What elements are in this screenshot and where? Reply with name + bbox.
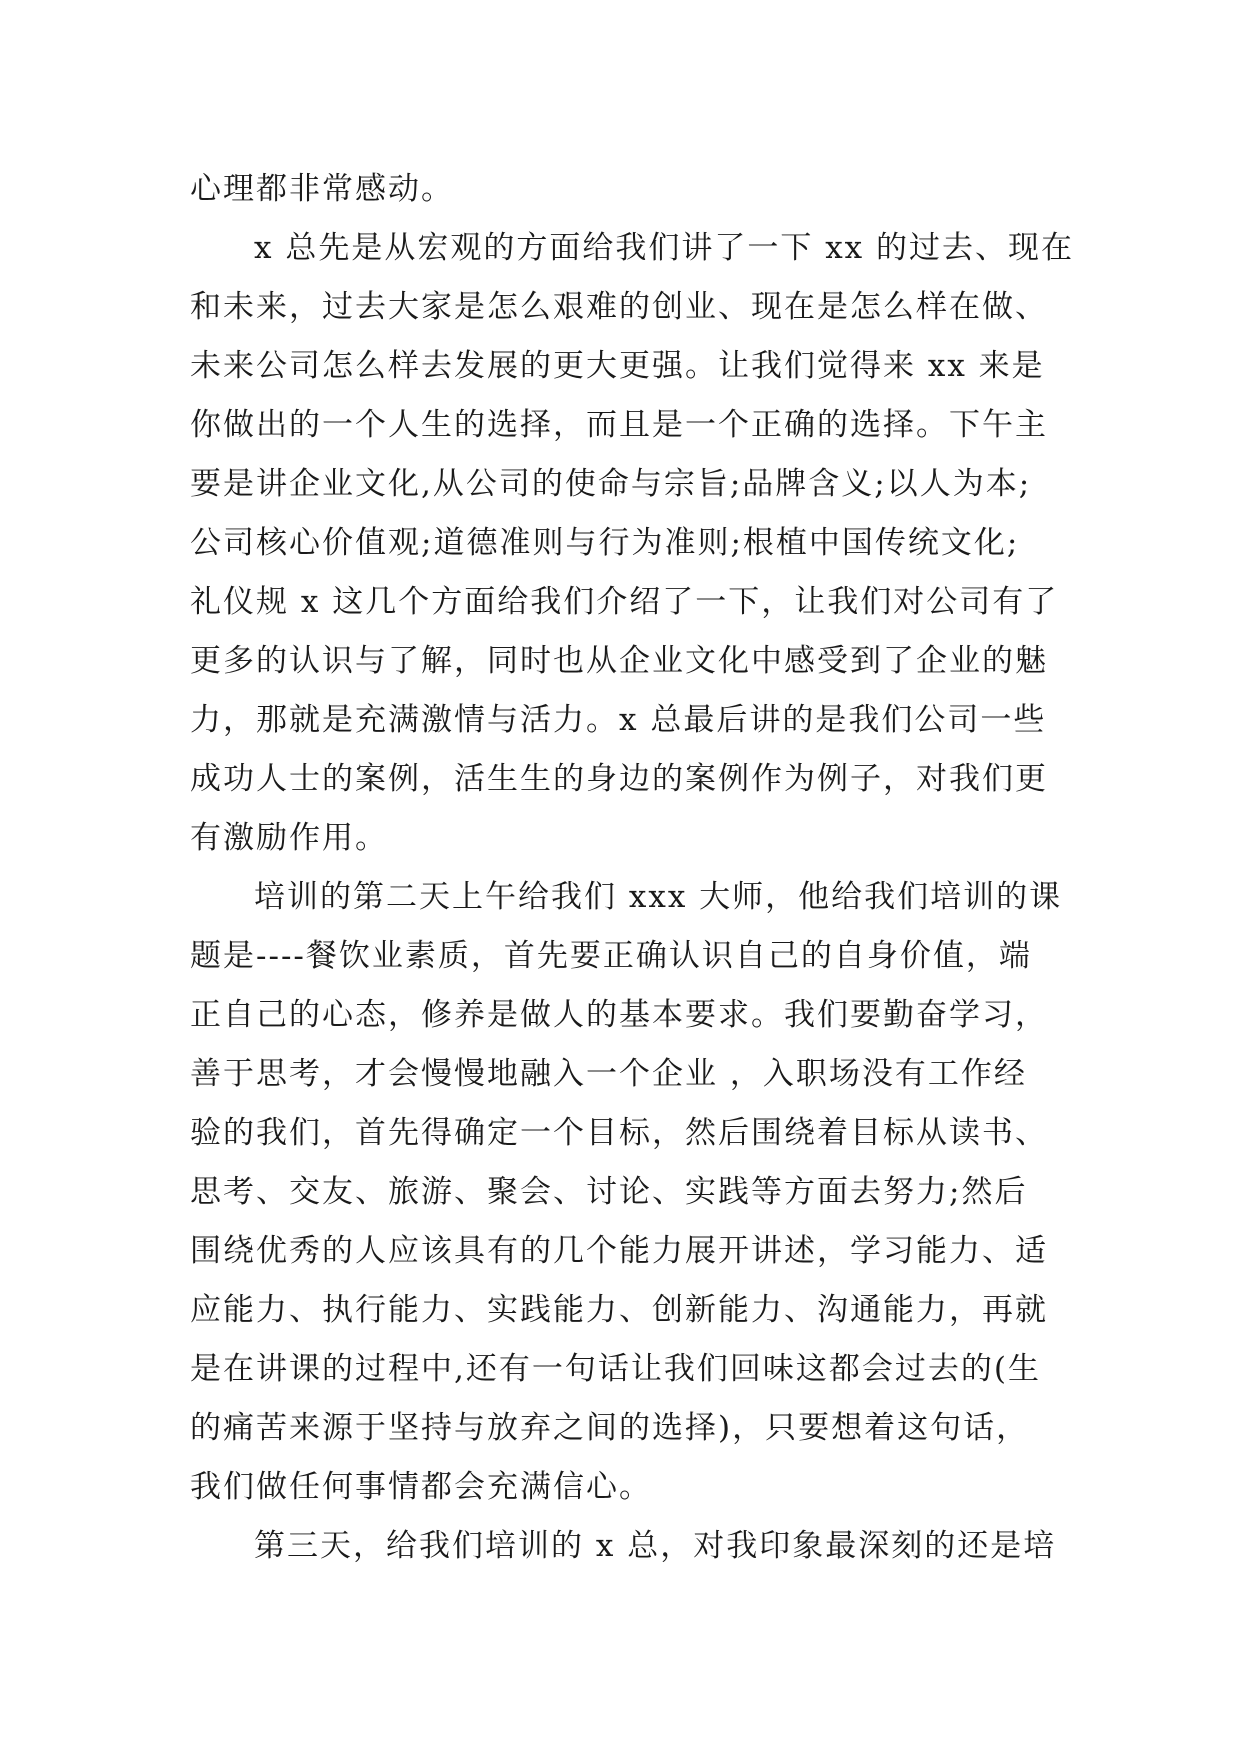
text-line: 思考、交友、旅游、聚会、讨论、实践等方面去努力;然后 (190, 1174, 1028, 1210)
text-line: 善于思考，才会慢慢地融入一个企业 ，入职场没有工作经 (190, 1056, 1027, 1092)
text-line: 我们做任何事情都会充满信心。 (190, 1469, 652, 1505)
text-line: 未来公司怎么样去发展的更大更强。让我们觉得来 xx 来是 (190, 348, 1045, 384)
text-line: 和未来，过去大家是怎么艰难的创业、现在是怎么样在做、 (190, 289, 1048, 325)
text-line: 更多的认识与了解，同时也从企业文化中感受到了企业的魅 (190, 643, 1048, 679)
text-line: 要是讲企业文化,从公司的使命与宗旨;品牌含义;以人为本; (190, 466, 1032, 502)
text-line: 公司核心价值观;道德准则与行为准则;根植中国传统文化; (190, 525, 1020, 561)
text-line: 围绕优秀的人应该具有的几个能力展开讲述，学习能力、适 (190, 1233, 1048, 1269)
text-line: 题是----餐饮业素质，首先要正确认识自己的自身价值，端 (190, 938, 1032, 974)
text-line: 验的我们，首先得确定一个目标，然后围绕着目标从读书、 (190, 1115, 1048, 1151)
paragraph-first-line: 培训的第二天上午给我们 xxx 大师，他给我们培训的课 (254, 879, 1063, 915)
text-line: 力，那就是充满激情与活力。x 总最后讲的是我们公司一些 (190, 702, 1047, 738)
text-line: 正自己的心态，修养是做人的基本要求。我们要勤奋学习， (190, 997, 1048, 1033)
text-line: 有激励作用。 (190, 820, 388, 856)
text-line: 的痛苦来源于坚持与放弃之间的选择)，只要想着这句话， (190, 1410, 1030, 1446)
paragraph-first-line: 第三天，给我们培训的 x 总，对我印象最深刻的还是培 (254, 1528, 1057, 1564)
text-line: 心理都非常感动。 (190, 171, 454, 207)
text-line: 成功人士的案例，活生生的身边的案例作为例子，对我们更 (190, 761, 1048, 797)
text-line: 应能力、执行能力、实践能力、创新能力、沟通能力，再就 (190, 1292, 1048, 1328)
text-line: 礼仪规 x 这几个方面给我们介绍了一下，让我们对公司有了 (190, 584, 1059, 620)
text-line: 是在讲课的过程中,还有一句话让我们回味这都会过去的(生 (190, 1351, 1041, 1387)
paragraph-first-line: x 总先是从宏观的方面给我们讲了一下 xx 的过去、现在 (254, 230, 1075, 266)
text-line: 你做出的一个人生的选择，而且是一个正确的选择。下午主 (190, 407, 1048, 443)
document-body (190, 160, 1075, 1576)
